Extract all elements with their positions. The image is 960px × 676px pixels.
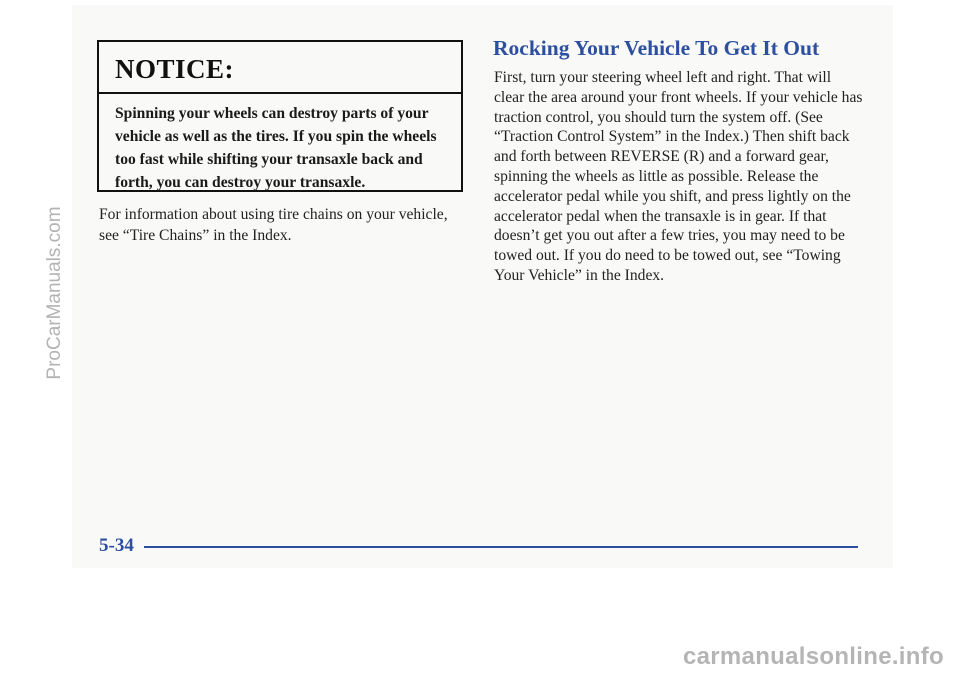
notice-box xyxy=(97,40,463,192)
page-number: 5-34 xyxy=(99,535,134,556)
tire-chains-paragraph: For information about using tire chains on your vehicle, see “Tire Chains” in the Index. xyxy=(99,206,448,244)
section-body: First, turn your steering wheel left and right. That will clear the area around your front wheels. If your vehicle has traction control, you should turn the system off. (See “Traction Control System” in the Index.) Then shift back and forth between REVERSE (R) and a forward gear, spinning the wheels as little as possible. Release the accelerator pedal while you shift, and press lightly on the accelerator pedal when the transaxle is in gear. If that doesn’t get you out after a few tries, you may need to be towed out. If you do need to be towed out, see “Towing Your Vehicle” in the Index. xyxy=(494,69,863,284)
notice-title: NOTICE: xyxy=(99,42,461,94)
bottom-watermark: carmanualsonline.info xyxy=(682,643,944,670)
section-heading: Rocking Your Vehicle To Get It Out xyxy=(493,36,820,60)
side-watermark: ProCarManuals.com xyxy=(44,206,65,380)
notice-body: Spinning your wheels can destroy parts of your vehicle as well as the tires. If you spin the wheels too fast while shifting your transaxle back and forth, you can destroy your transaxle. xyxy=(115,105,437,191)
footer-rule xyxy=(144,546,858,548)
